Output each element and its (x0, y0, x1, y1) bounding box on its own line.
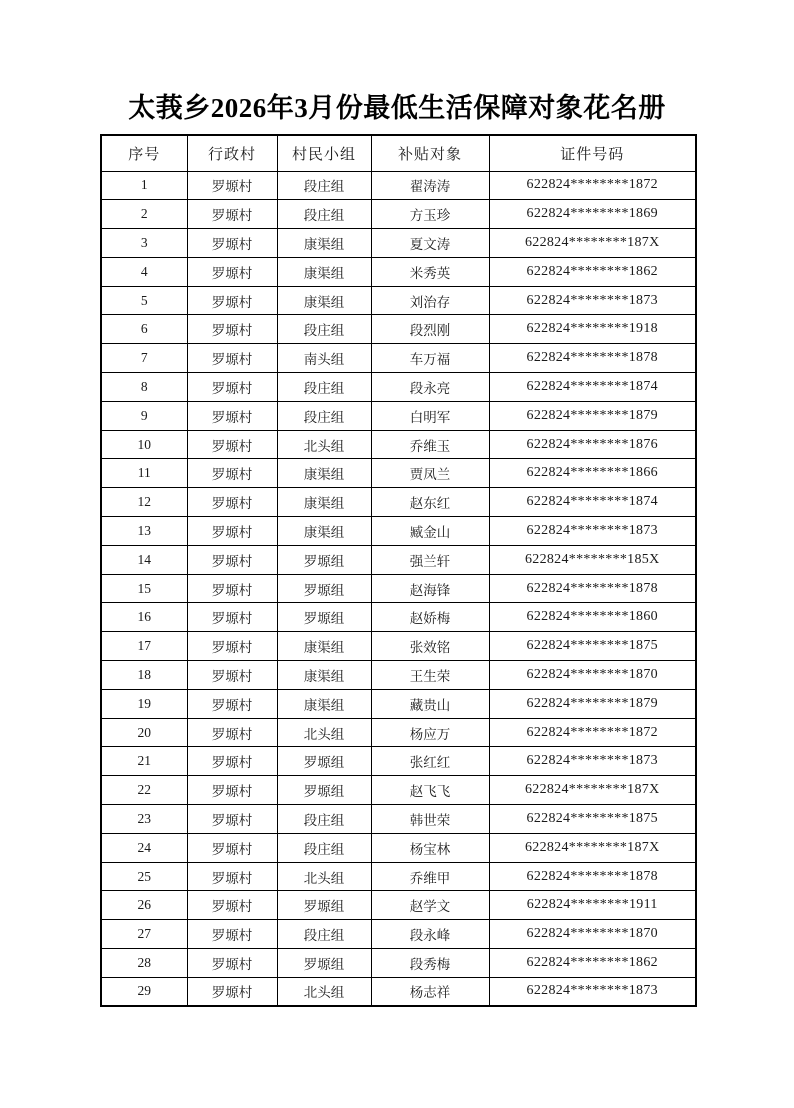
cell-village: 罗塬村 (187, 689, 277, 718)
cell-group: 段庄组 (277, 920, 371, 949)
table-row (101, 603, 696, 632)
cell-id: 622824********1879 (489, 689, 696, 718)
cell-person: 杨志祥 (371, 977, 489, 1006)
cell-group: 康渠组 (277, 689, 371, 718)
cell-id: 622824********1872 (489, 718, 696, 747)
cell-person: 张效铭 (371, 632, 489, 661)
cell-group: 段庄组 (277, 200, 371, 229)
cell-id: 622824********1876 (489, 430, 696, 459)
cell-person: 赵东红 (371, 488, 489, 517)
cell-group: 北头组 (277, 430, 371, 459)
roster-table (100, 134, 697, 1007)
cell-id: 622824********1875 (489, 632, 696, 661)
cell-index: 8 (101, 373, 187, 402)
cell-id: 622824********1878 (489, 574, 696, 603)
cell-person: 方玉珍 (371, 200, 489, 229)
table-row (101, 430, 696, 459)
cell-group: 罗塬组 (277, 776, 371, 805)
cell-index: 21 (101, 747, 187, 776)
cell-index: 28 (101, 949, 187, 978)
table-row (101, 689, 696, 718)
table-row (101, 949, 696, 978)
cell-group: 段庄组 (277, 315, 371, 344)
cell-person: 赵娇梅 (371, 603, 489, 632)
table-row (101, 920, 696, 949)
table-body (101, 171, 696, 1006)
table-row (101, 632, 696, 661)
cell-group: 罗塬组 (277, 949, 371, 978)
cell-group: 康渠组 (277, 661, 371, 690)
cell-id: 622824********1870 (489, 661, 696, 690)
cell-village: 罗塬村 (187, 229, 277, 258)
cell-index: 20 (101, 718, 187, 747)
cell-person: 乔维玉 (371, 430, 489, 459)
cell-group: 北头组 (277, 718, 371, 747)
cell-village: 罗塬村 (187, 344, 277, 373)
cell-group: 北头组 (277, 862, 371, 891)
cell-village: 罗塬村 (187, 545, 277, 574)
cell-id: 622824********1874 (489, 488, 696, 517)
cell-id: 622824********1911 (489, 891, 696, 920)
cell-id: 622824********187X (489, 833, 696, 862)
cell-index: 16 (101, 603, 187, 632)
cell-group: 康渠组 (277, 286, 371, 315)
cell-person: 车万福 (371, 344, 489, 373)
cell-person: 段永亮 (371, 373, 489, 402)
page-title: 太莪乡2026年3月份最低生活保障对象花名册 (128, 93, 666, 123)
cell-index: 24 (101, 833, 187, 862)
cell-id: 622824********1918 (489, 315, 696, 344)
cell-village: 罗塬村 (187, 430, 277, 459)
column-header-group: 村民小组 (277, 135, 371, 171)
table-row (101, 488, 696, 517)
cell-id: 622824********1866 (489, 459, 696, 488)
cell-group: 段庄组 (277, 401, 371, 430)
cell-id: 622824********185X (489, 545, 696, 574)
table-row (101, 805, 696, 834)
cell-id: 622824********187X (489, 229, 696, 258)
cell-village: 罗塬村 (187, 171, 277, 200)
table-row (101, 862, 696, 891)
cell-id: 622824********1869 (489, 200, 696, 229)
cell-id: 622824********1873 (489, 286, 696, 315)
column-header-id: 证件号码 (489, 135, 696, 171)
table-row (101, 401, 696, 430)
table-row (101, 315, 696, 344)
cell-person: 杨应万 (371, 718, 489, 747)
cell-group: 段庄组 (277, 373, 371, 402)
cell-index: 4 (101, 257, 187, 286)
cell-group: 康渠组 (277, 459, 371, 488)
cell-village: 罗塬村 (187, 603, 277, 632)
cell-village: 罗塬村 (187, 574, 277, 603)
table-row (101, 574, 696, 603)
cell-group: 罗塬组 (277, 574, 371, 603)
table-row (101, 517, 696, 546)
cell-index: 1 (101, 171, 187, 200)
cell-index: 17 (101, 632, 187, 661)
cell-person: 强兰轩 (371, 545, 489, 574)
cell-index: 23 (101, 805, 187, 834)
cell-village: 罗塬村 (187, 805, 277, 834)
table-row (101, 718, 696, 747)
cell-index: 18 (101, 661, 187, 690)
cell-id: 622824********1862 (489, 949, 696, 978)
cell-group: 康渠组 (277, 488, 371, 517)
cell-village: 罗塬村 (187, 833, 277, 862)
cell-village: 罗塬村 (187, 977, 277, 1006)
table-row (101, 545, 696, 574)
cell-index: 12 (101, 488, 187, 517)
cell-village: 罗塬村 (187, 747, 277, 776)
cell-person: 王生荣 (371, 661, 489, 690)
cell-group: 罗塬组 (277, 891, 371, 920)
cell-index: 26 (101, 891, 187, 920)
cell-group: 康渠组 (277, 632, 371, 661)
cell-index: 7 (101, 344, 187, 373)
cell-village: 罗塬村 (187, 315, 277, 344)
table-row (101, 229, 696, 258)
cell-village: 罗塬村 (187, 661, 277, 690)
table-row (101, 171, 696, 200)
cell-group: 康渠组 (277, 229, 371, 258)
cell-index: 3 (101, 229, 187, 258)
cell-index: 27 (101, 920, 187, 949)
cell-village: 罗塬村 (187, 949, 277, 978)
cell-id: 622824********1860 (489, 603, 696, 632)
cell-group: 康渠组 (277, 517, 371, 546)
cell-person: 杨宝林 (371, 833, 489, 862)
cell-index: 14 (101, 545, 187, 574)
cell-village: 罗塬村 (187, 401, 277, 430)
table-row (101, 661, 696, 690)
cell-person: 韩世荣 (371, 805, 489, 834)
cell-village: 罗塬村 (187, 718, 277, 747)
column-header-index: 序号 (101, 135, 187, 171)
cell-person: 贾凤兰 (371, 459, 489, 488)
table-row (101, 344, 696, 373)
cell-village: 罗塬村 (187, 517, 277, 546)
cell-index: 10 (101, 430, 187, 459)
cell-village: 罗塬村 (187, 373, 277, 402)
cell-village: 罗塬村 (187, 257, 277, 286)
cell-village: 罗塬村 (187, 200, 277, 229)
cell-id: 622824********1872 (489, 171, 696, 200)
cell-id: 622824********1862 (489, 257, 696, 286)
cell-id: 622824********1878 (489, 862, 696, 891)
cell-person: 白明军 (371, 401, 489, 430)
column-header-person: 补贴对象 (371, 135, 489, 171)
cell-person: 翟涛涛 (371, 171, 489, 200)
cell-id: 622824********1879 (489, 401, 696, 430)
cell-group: 段庄组 (277, 805, 371, 834)
header-row (101, 135, 696, 171)
cell-index: 13 (101, 517, 187, 546)
cell-index: 15 (101, 574, 187, 603)
cell-village: 罗塬村 (187, 632, 277, 661)
cell-person: 赵学文 (371, 891, 489, 920)
cell-person: 夏文涛 (371, 229, 489, 258)
cell-village: 罗塬村 (187, 286, 277, 315)
table-row (101, 373, 696, 402)
cell-person: 段秀梅 (371, 949, 489, 978)
table-row (101, 200, 696, 229)
column-header-village: 行政村 (187, 135, 277, 171)
cell-group: 北头组 (277, 977, 371, 1006)
cell-index: 19 (101, 689, 187, 718)
cell-index: 5 (101, 286, 187, 315)
cell-person: 乔维甲 (371, 862, 489, 891)
cell-index: 6 (101, 315, 187, 344)
cell-id: 622824********1875 (489, 805, 696, 834)
cell-id: 622824********1878 (489, 344, 696, 373)
cell-village: 罗塬村 (187, 862, 277, 891)
cell-person: 张红红 (371, 747, 489, 776)
cell-village: 罗塬村 (187, 488, 277, 517)
table-row (101, 833, 696, 862)
cell-index: 2 (101, 200, 187, 229)
cell-person: 赵飞飞 (371, 776, 489, 805)
cell-person: 臧金山 (371, 517, 489, 546)
cell-person: 段烈刚 (371, 315, 489, 344)
cell-index: 29 (101, 977, 187, 1006)
table-row (101, 891, 696, 920)
cell-village: 罗塬村 (187, 920, 277, 949)
cell-group: 罗塬组 (277, 545, 371, 574)
cell-group: 段庄组 (277, 833, 371, 862)
cell-person: 段永峰 (371, 920, 489, 949)
cell-group: 罗塬组 (277, 747, 371, 776)
cell-id: 622824********1870 (489, 920, 696, 949)
cell-person: 赵海锋 (371, 574, 489, 603)
table-row (101, 257, 696, 286)
cell-group: 康渠组 (277, 257, 371, 286)
cell-person: 刘治存 (371, 286, 489, 315)
cell-id: 622824********1874 (489, 373, 696, 402)
cell-id: 622824********187X (489, 776, 696, 805)
cell-group: 罗塬组 (277, 603, 371, 632)
cell-group: 南头组 (277, 344, 371, 373)
cell-id: 622824********1873 (489, 977, 696, 1006)
cell-index: 22 (101, 776, 187, 805)
cell-index: 9 (101, 401, 187, 430)
cell-village: 罗塬村 (187, 459, 277, 488)
table-row (101, 286, 696, 315)
table-row (101, 459, 696, 488)
table-row (101, 977, 696, 1006)
cell-index: 25 (101, 862, 187, 891)
cell-person: 藏贵山 (371, 689, 489, 718)
cell-village: 罗塬村 (187, 776, 277, 805)
cell-person: 米秀英 (371, 257, 489, 286)
cell-village: 罗塬村 (187, 891, 277, 920)
table-row (101, 776, 696, 805)
cell-index: 11 (101, 459, 187, 488)
cell-id: 622824********1873 (489, 517, 696, 546)
cell-id: 622824********1873 (489, 747, 696, 776)
cell-group: 段庄组 (277, 171, 371, 200)
table-row (101, 747, 696, 776)
